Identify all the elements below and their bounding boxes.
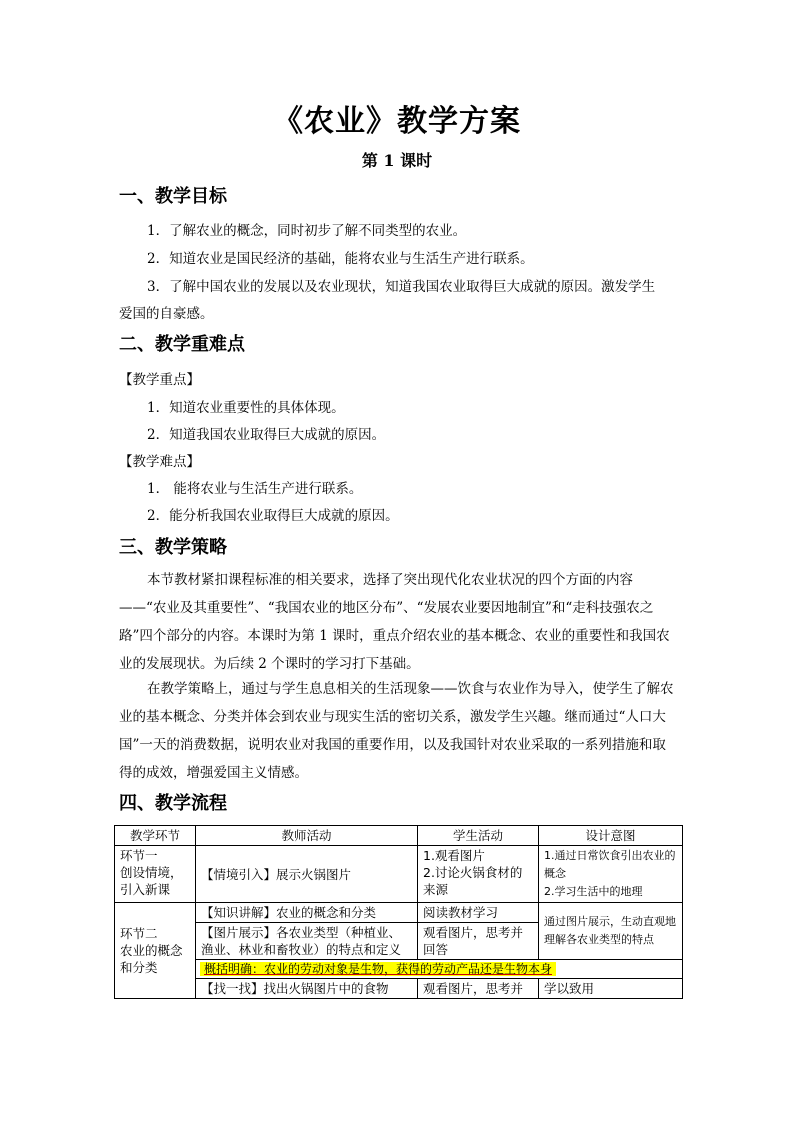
stage-cell: 环节一 创设情境，引入新课	[115, 846, 196, 903]
design-intent-cell: 1.通过日常饮食引出农业的概念 2.学习生活中的地理	[539, 846, 683, 903]
table-row	[115, 960, 683, 979]
objective-item: 3．了解中国农业的发展以及农业现状，知道我国农业取得巨大成就的原因。激发学生	[147, 279, 656, 295]
teacher-activity-cell: 【情境引入】展示火锅图片	[196, 846, 418, 903]
difficult-point-item: 1． 能将农业与生活生产进行联系。	[147, 481, 363, 497]
difficult-point-item: 2．能分析我国农业取得巨大成就的原因。	[147, 508, 399, 524]
student-activity-cell: 阅读教材学习	[418, 903, 539, 923]
highlighted-summary: 概括明确：农业的劳动对象是生物，获得的劳动产品还是生物本身	[200, 962, 556, 976]
design-intent-cell: 学以致用	[539, 979, 683, 999]
section-heading-strategy: 三、教学策略	[119, 537, 227, 558]
table-row	[115, 846, 683, 903]
teacher-activity-cell: 【找一找】找出火锅图片中的食物	[196, 979, 418, 999]
table-row	[115, 903, 683, 923]
key-points-tag: 【教学重点】	[119, 372, 200, 388]
column-header: 教学环节	[115, 826, 196, 846]
key-point-item: 1．知道农业重要性的具体体现。	[147, 400, 345, 416]
section-heading-key-points: 二、教学重难点	[119, 334, 245, 355]
section-heading-process: 四、教学流程	[119, 793, 227, 814]
column-header: 教师活动	[196, 826, 418, 846]
section-heading-objectives: 一、教学目标	[119, 186, 227, 207]
difficult-points-tag: 【教学难点】	[119, 454, 200, 470]
teaching-process-table	[114, 825, 683, 999]
stage-cell: 环节二 农业的概念和分类	[115, 903, 196, 999]
column-header: 设计意图	[539, 826, 683, 846]
teacher-activity-cell: 【知识讲解】农业的概念和分类	[196, 903, 418, 923]
student-activity-cell: 观看图片，思考并回答	[418, 923, 539, 960]
teacher-activity-cell: 【图片展示】各农业类型（种植业、渔业、林业和畜牧业）的特点和定义	[196, 923, 418, 960]
strategy-paragraph: 本节教材紧扣课程标准的相关要求，选择了突出现代化农业状况的四个方面的内容——“农业及其重要性”、“我国农业的地区分布”、“发展农业要因地制宜”和“走科技强农之路”四个部分的内容。本课时为第 1 课时，重点介绍农业的基本概念、农业的重要性和我国农业的发展现状。为后续 2 个课时的学习打下基础。	[119, 572, 670, 672]
objective-item: 1．了解农业的概念，同时初步了解不同类型的农业。	[147, 223, 467, 239]
student-activity-cell: 观看图片，思考并	[418, 979, 539, 999]
key-point-item: 2．知道我国农业取得巨大成就的原因。	[147, 427, 386, 443]
student-activity-cell: 1.观看图片 2.讨论火锅食材的来源	[418, 846, 539, 903]
lesson-period: 第 1 课时	[361, 151, 433, 170]
column-header: 学生活动	[418, 826, 539, 846]
objective-item-continued: 爱国的自豪感。	[119, 306, 214, 322]
summary-cell	[196, 960, 683, 979]
strategy-paragraph: 在教学策略上，通过与学生息息相关的生活现象——饮食与农业作为导入，使学生了解农业的基本概念、分类并体会到农业与现实生活的密切关系，激发学生兴趣。继而通过“人口大国”一天的消费数据，说明农业对我国的重要作用，以及我国针对农业采取的一系列措施和取得的成效，增强爱国主义情感。	[119, 681, 674, 781]
table-header-row	[115, 826, 683, 846]
design-intent-cell: 通过图片展示，生动直观地理解各农业类型的特点	[539, 903, 683, 960]
objective-item: 2．知道农业是国民经济的基础，能将农业与生活生产进行联系。	[147, 251, 534, 267]
table-row	[115, 979, 683, 999]
document-title: 《农业》教学方案	[273, 104, 521, 139]
